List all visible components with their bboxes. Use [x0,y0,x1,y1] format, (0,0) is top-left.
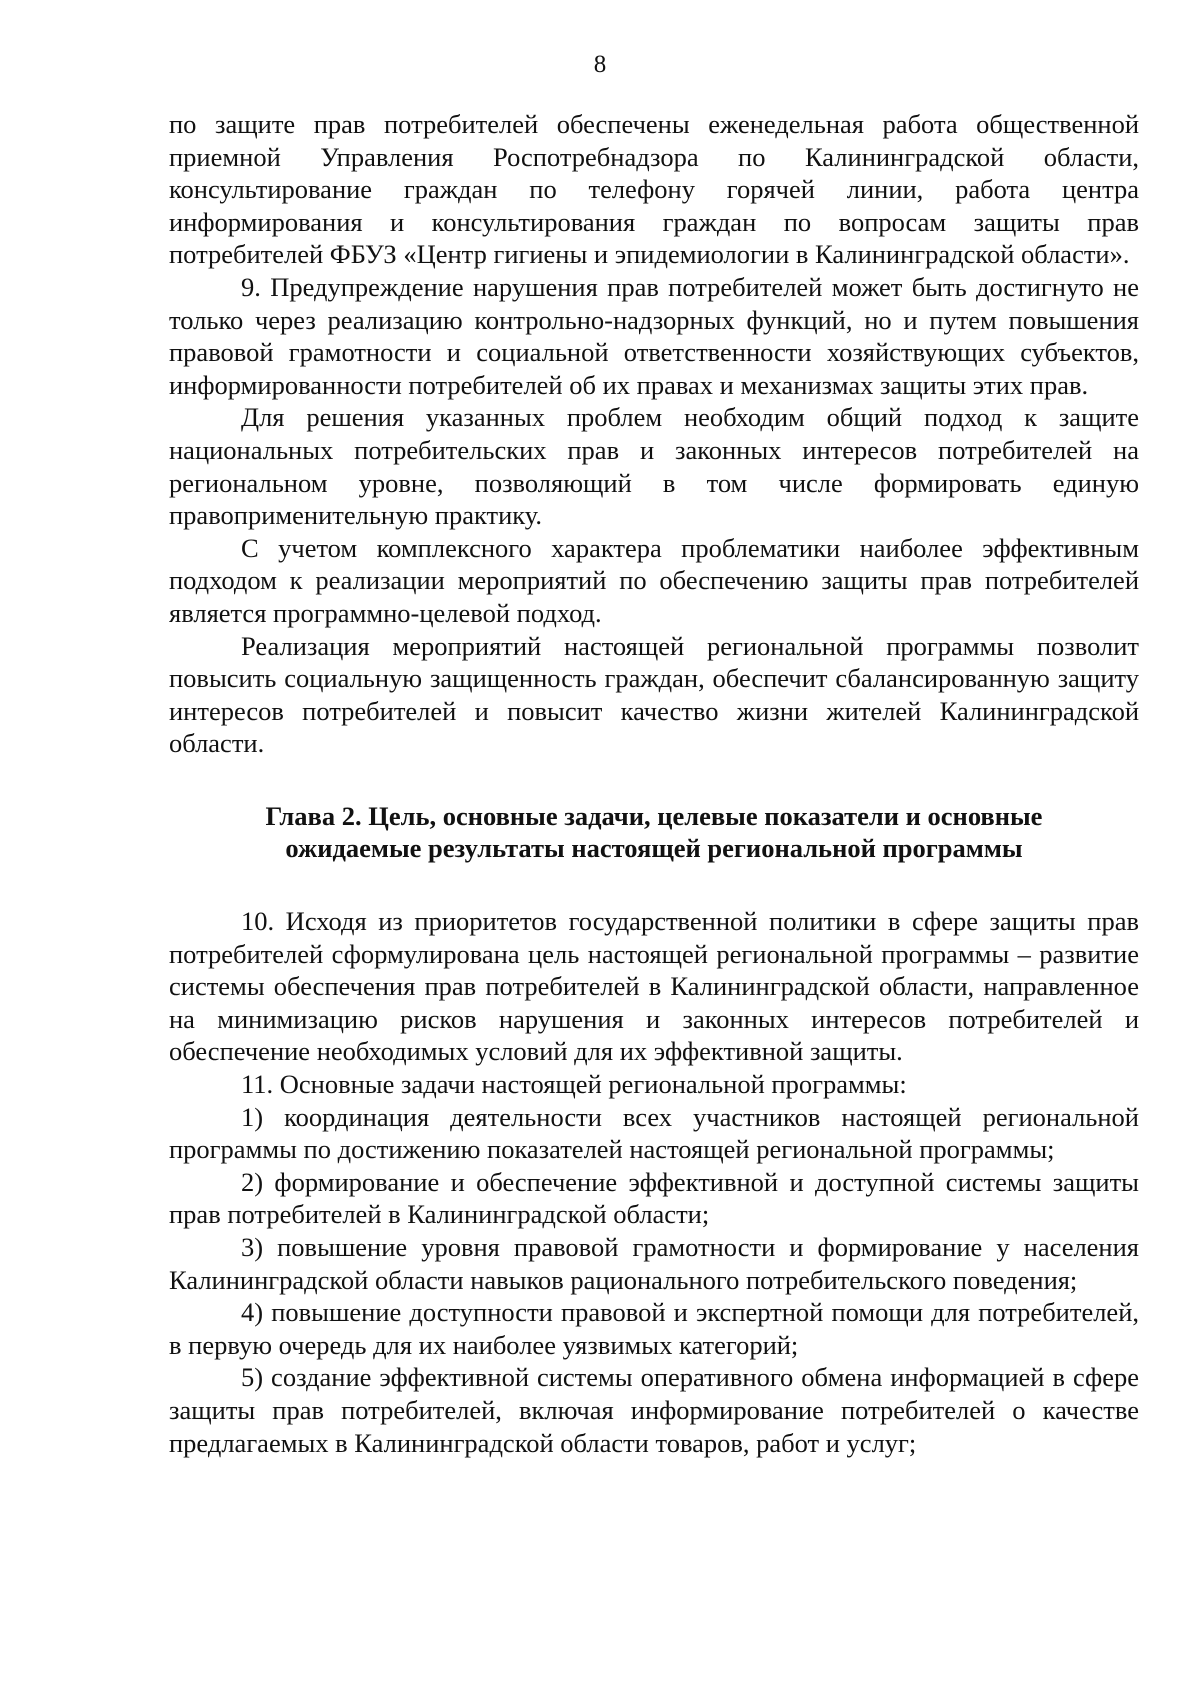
task-item-3: 3) повышение уровня правовой грамотности и формирование у населения Калининградской области навыков рационального потребительского поведения; [169,1232,1139,1295]
paragraph-approach: С учетом комплексного характера проблематики наиболее эффективным подходом к реализации мероприятий по обеспечению защиты прав потребителей является программно-целевой подход. [169,532,1139,628]
task-item-4: 4) повышение доступности правовой и экспертной помощи для потребителей, в первую очередь для их наиболее уязвимых категорий; [169,1297,1139,1360]
paragraph-implementation: Реализация мероприятий настоящей региональной программы позволит повысить социальную защищенность граждан, обеспечит сбалансированную защиту интересов потребителей и повысит качество жизни жителей Калининградской области. [169,630,1139,759]
paragraph-10: 10. Исходя из приоритетов государственной политики в сфере защиты прав потребителей сформулирована цель настоящей региональной программы – развитие системы обеспечения прав потребителей в Калининградской области, направленное на минимизацию рисков нарушения и законных интересов потребителей и обеспечение необходимых условий для их эффективной защиты. [169,906,1139,1067]
task-item-2: 2) формирование и обеспечение эффективной и доступной системы защиты прав потребителей в Калининградской области; [169,1166,1139,1230]
paragraph-problems: Для решения указанных проблем необходим общий подход к защите национальных потребительских прав и законных интересов потребителей на региональном уровне, позволяющий в том числе формировать единую правоприменительную практику. [169,402,1139,531]
paragraph-11: 11. Основные задачи настоящей региональной программы: [241,1069,907,1100]
task-item-1: 1) координация деятельности всех участников настоящей региональной программы по достижению показателей настоящей региональной программы; [169,1101,1139,1165]
page-number: 8 [593,51,607,78]
task-item-5: 5) создание эффективной системы оперативного обмена информацией в сфере защиты прав потребителей, включая информирование потребителей о качестве предлагаемых в Калининградской области товаров, работ и услуг; [169,1362,1139,1458]
chapter-heading [169,800,1139,865]
paragraph-continuation: по защите прав потребителей обеспечены еженедельная работа общественной приемной Управления Роспотребнадзора по Калининградской области, консультирование граждан по телефону горячей линии, работа центра информирования и консультирования граждан по вопросам защиты прав потребителей ФБУЗ «Центр гигиены и эпидемиологии в Калининградской области». [169,109,1139,270]
chapter-heading-line-2: ожидаемые результаты настоящей региональной программы [285,833,1023,864]
document-body [169,108,1139,1459]
chapter-heading-line-1: Глава 2. Цель, основные задачи, целевые показатели и основные [265,800,1043,831]
paragraph-9: 9. Предупреждение нарушения прав потребителей может быть достигнуто не только через реализацию контрольно-надзорных функций, но и путем повышения правовой грамотности и социальной ответственности хозяйствующих субъектов, информированности потребителей об их правах и механизмах защиты этих прав. [169,271,1139,400]
